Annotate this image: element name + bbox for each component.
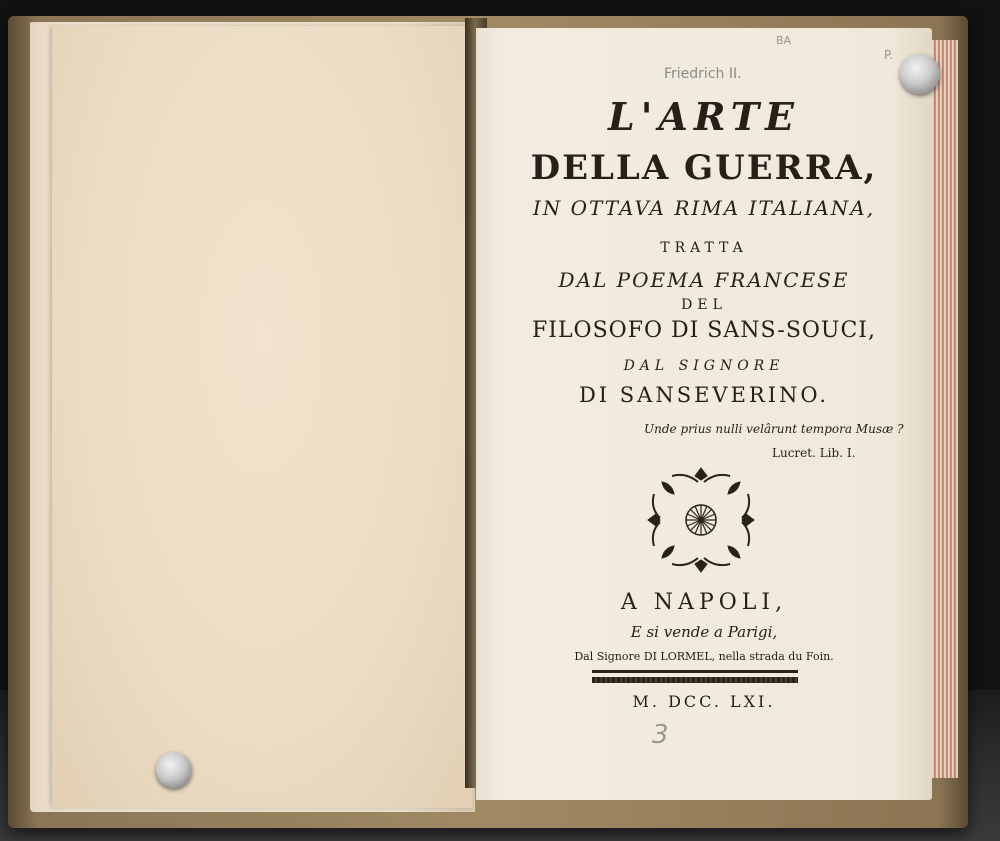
pencil-note-name: Friedrich II. — [664, 66, 742, 82]
imprint-seller: Dal Signore DI LORMEL, nella strada du Foin. — [574, 650, 834, 663]
translator-prefix-line: DAL SIGNORE — [623, 358, 785, 374]
source-poem-line: DAL POEMA FRANCESE — [558, 268, 850, 292]
tratta-line: TRATTA — [660, 240, 748, 256]
imprint-date: M. DCC. LXI. — [632, 692, 776, 711]
pencil-note-number: 3 — [652, 720, 669, 750]
imprint-sale: E si vende a Parigi, — [630, 623, 778, 641]
page-edges — [928, 40, 958, 778]
translator-line: DI SANSEVERINO. — [578, 383, 830, 407]
del-line: DEL — [681, 297, 727, 313]
epigraph: Unde prius nulli velârunt tempora Musæ ? — [644, 422, 904, 436]
book-magnet-top — [900, 54, 940, 94]
title-line-1: L'ARTE — [608, 94, 800, 139]
subtitle-line: IN OTTAVA RIMA ITALIANA, — [532, 196, 876, 220]
double-rule-bottom — [592, 677, 798, 683]
printer-ornament — [642, 464, 760, 576]
author-line: FILOSOFO DI SANS-SOUCI, — [531, 318, 876, 343]
left-flyleaf — [52, 26, 472, 808]
title-page-text — [476, 28, 932, 800]
pencil-note-corner: BA — [776, 34, 792, 47]
pencil-note-p: P. — [884, 48, 894, 62]
epigraph-source: Lucret. Lib. I. — [772, 446, 856, 460]
title-line-2: DELLA GUERRA, — [530, 148, 878, 188]
imprint-city: A NAPOLI, — [620, 590, 788, 615]
book-magnet-bottom — [156, 752, 192, 788]
double-rule-top — [592, 670, 798, 673]
